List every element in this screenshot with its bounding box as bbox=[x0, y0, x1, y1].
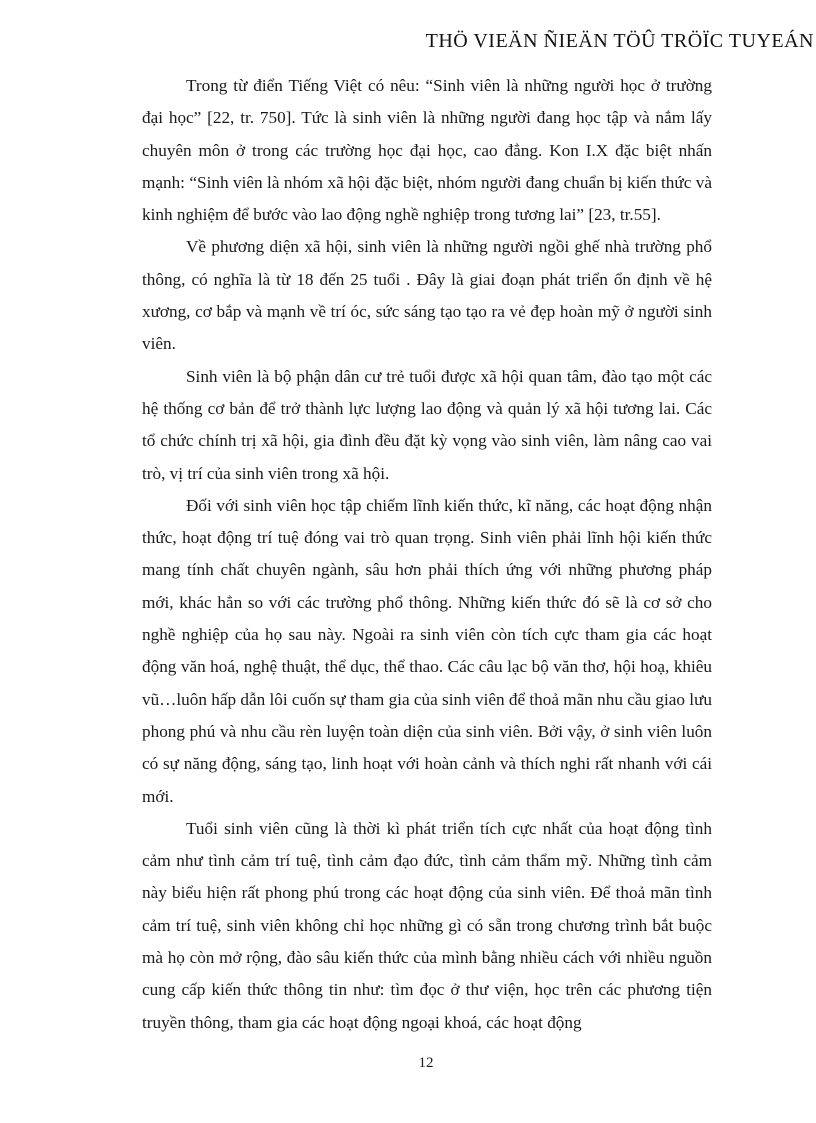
page-number: 12 bbox=[418, 1055, 434, 1071]
paragraph: Về phương diện xã hội, sinh viên là những người ngồi ghế nhà trường phổ thông, có nghĩa là từ 18 đến 25 tuổi . Đây là giai đoạn phát triển ổn định về hệ xương, cơ bắp và mạnh về trí óc, sức sáng tạo tạo ra vẻ đẹp hoàn mỹ ở người sinh viên. bbox=[142, 237, 712, 354]
paragraph: Sinh viên là bộ phận dân cư trẻ tuổi được xã hội quan tâm, đào tạo một các hệ thống cơ bản để trở thành lực lượng lao động và quản lý xã hội tương lai. Các tổ chức chính trị xã hội, gia đình đều đặt kỳ vọng vào sinh viên, làm nâng cao vai trò, vị trí của sinh viên trong xã hội. bbox=[142, 366, 712, 483]
body-text bbox=[142, 70, 712, 1039]
paragraph: Tuổi sinh viên cũng là thời kì phát triển tích cực nhất của hoạt động tình cảm như tình cảm trí tuệ, tình cảm đạo đức, tình cảm thẩm mỹ. Những tình cảm này biểu hiện rất phong phú trong các hoạt động của sinh viên. Để thoả mãn tình cảm trí tuệ, sinh viên không chỉ học những gì có sẵn trong chương trình bắt buộc mà họ còn mở rộng, đào sâu kiến thức của mình bằng nhiều cách với nhiều nguồn cung cấp kiến thức thông tin như: tìm đọc ở thư viện, học trên các phương tiện truyền thông, tham gia các hoạt động ngoại khoá, các hoạt động bbox=[142, 818, 712, 1032]
page-header: THÖ VIEÄN ÑIEÄN TÖÛ TRÖÏC TUYEÁN bbox=[425, 30, 814, 52]
paragraph: Trong từ điển Tiếng Việt có nêu: “Sinh viên là những người học ở trường đại học” [22, tr. 750]. Tức là sinh viên là những người đang học tập và nắm lấy chuyên môn ở trong các trường học đại học, cao đẳng. Kon I.X đặc biệt nhấn mạnh: “Sinh viên là nhóm xã hội đặc biệt, nhóm người đang chuẩn bị kiến thức và kinh nghiệm để bước vào lao động nghề nghiệp trong tương lai” [23, tr.55]. bbox=[142, 76, 712, 225]
paragraph: Đối với sinh viên học tập chiếm lĩnh kiến thức, kĩ năng, các hoạt động nhận thức, hoạt động trí tuệ đóng vai trò quan trọng. Sinh viên phải lĩnh hội kiến thức mang tính chất chuyên ngành, sâu hơn phải thích ứng với những phương pháp mới, khác hẳn so với các trường phổ thông. Những kiến thức đó sẽ là cơ sở cho nghề nghiệp của họ sau này. Ngoài ra sinh viên còn tích cực tham gia các hoạt động văn hoá, nghệ thuật, thể dục, thể thao. Các câu lạc bộ văn thơ, hội hoạ, khiêu vũ…luôn hấp dẫn lôi cuốn sự tham gia của sinh viên để thoả mãn nhu cầu giao lưu phong phú và nhu cầu rèn luyện toàn diện của sinh viên. Bởi vậy, ở sinh viên luôn có sự năng động, sáng tạo, linh hoạt với hoàn cảnh và thích nghi rất nhanh với cái mới. bbox=[142, 495, 712, 806]
